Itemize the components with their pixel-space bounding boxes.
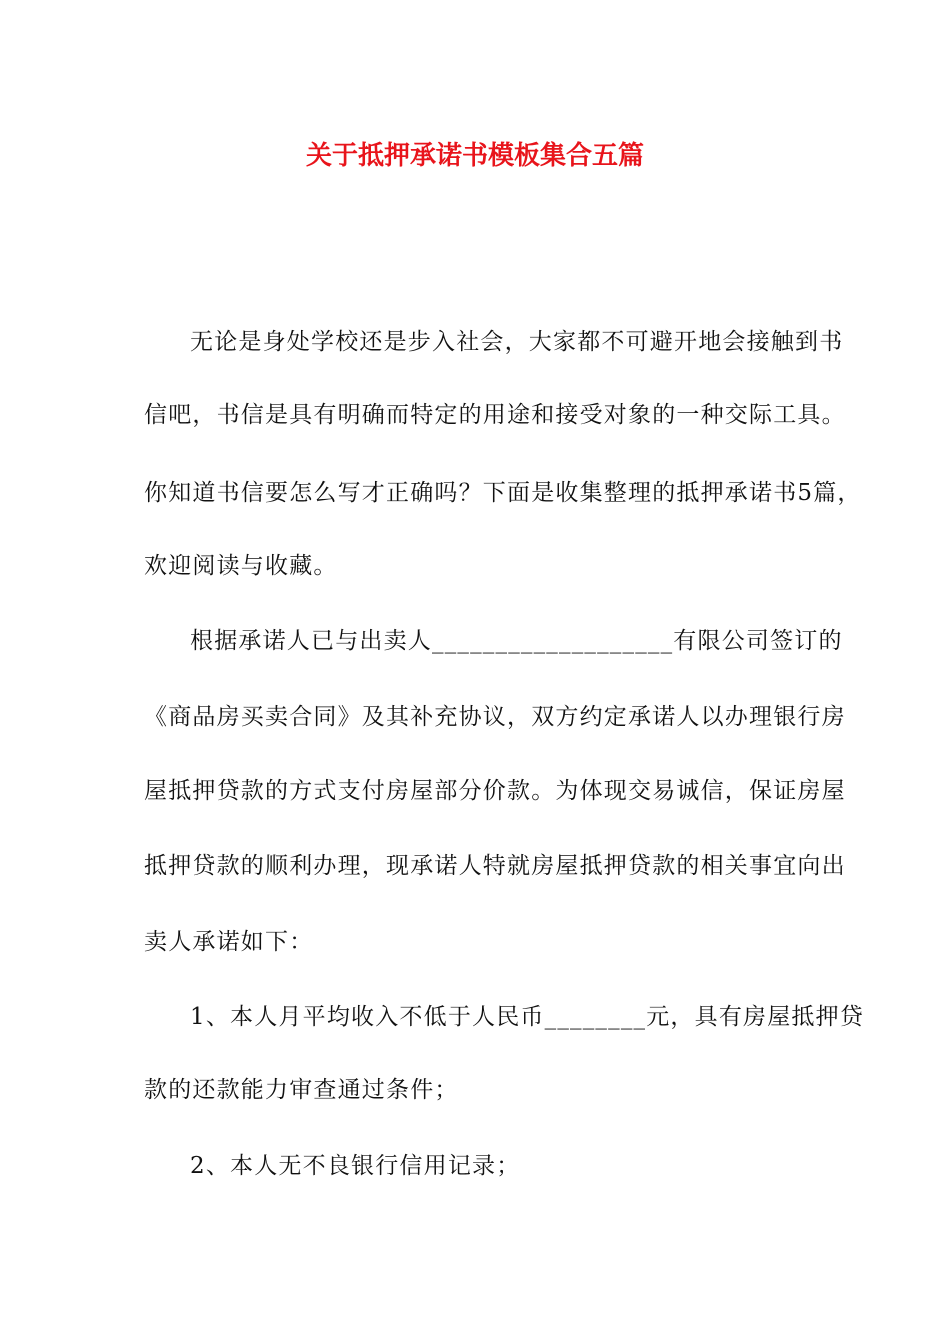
list-item-line: 款的还款能力审查通过条件； [144, 1077, 459, 1103]
paragraph-line: 根据承诺人已与出卖人___________________有限公司签订的 [190, 628, 843, 654]
paragraph-line: 信吧，书信是具有明确而特定的用途和接受对象的一种交际工具。 [144, 402, 846, 428]
paragraph-line: 欢迎阅读与收藏。 [144, 553, 338, 579]
paragraph-line: 《商品房买卖合同》及其补充协议，双方约定承诺人以办理银行房 [144, 704, 846, 730]
paragraph-line: 抵押贷款的顺利办理，现承诺人特就房屋抵押贷款的相关事宜向出 [144, 853, 846, 879]
paragraph-line: 卖人承诺如下： [144, 929, 314, 955]
paragraph-line: 你知道书信要怎么写才正确吗？下面是收集整理的抵押承诺书5篇， [144, 480, 862, 506]
document-title: 关于抵押承诺书模板集合五篇 [305, 141, 644, 171]
paragraph-line: 无论是身处学校还是步入社会，大家都不可避开地会接触到书 [190, 329, 844, 355]
paragraph-line: 屋抵押贷款的方式支付房屋部分价款。为体现交易诚信，保证房屋 [144, 778, 846, 804]
list-item-line: 2、本人无不良银行信用记录； [190, 1153, 521, 1179]
list-item-line: 1、本人月平均收入不低于人民币________元，具有房屋抵押贷 [190, 1004, 865, 1030]
